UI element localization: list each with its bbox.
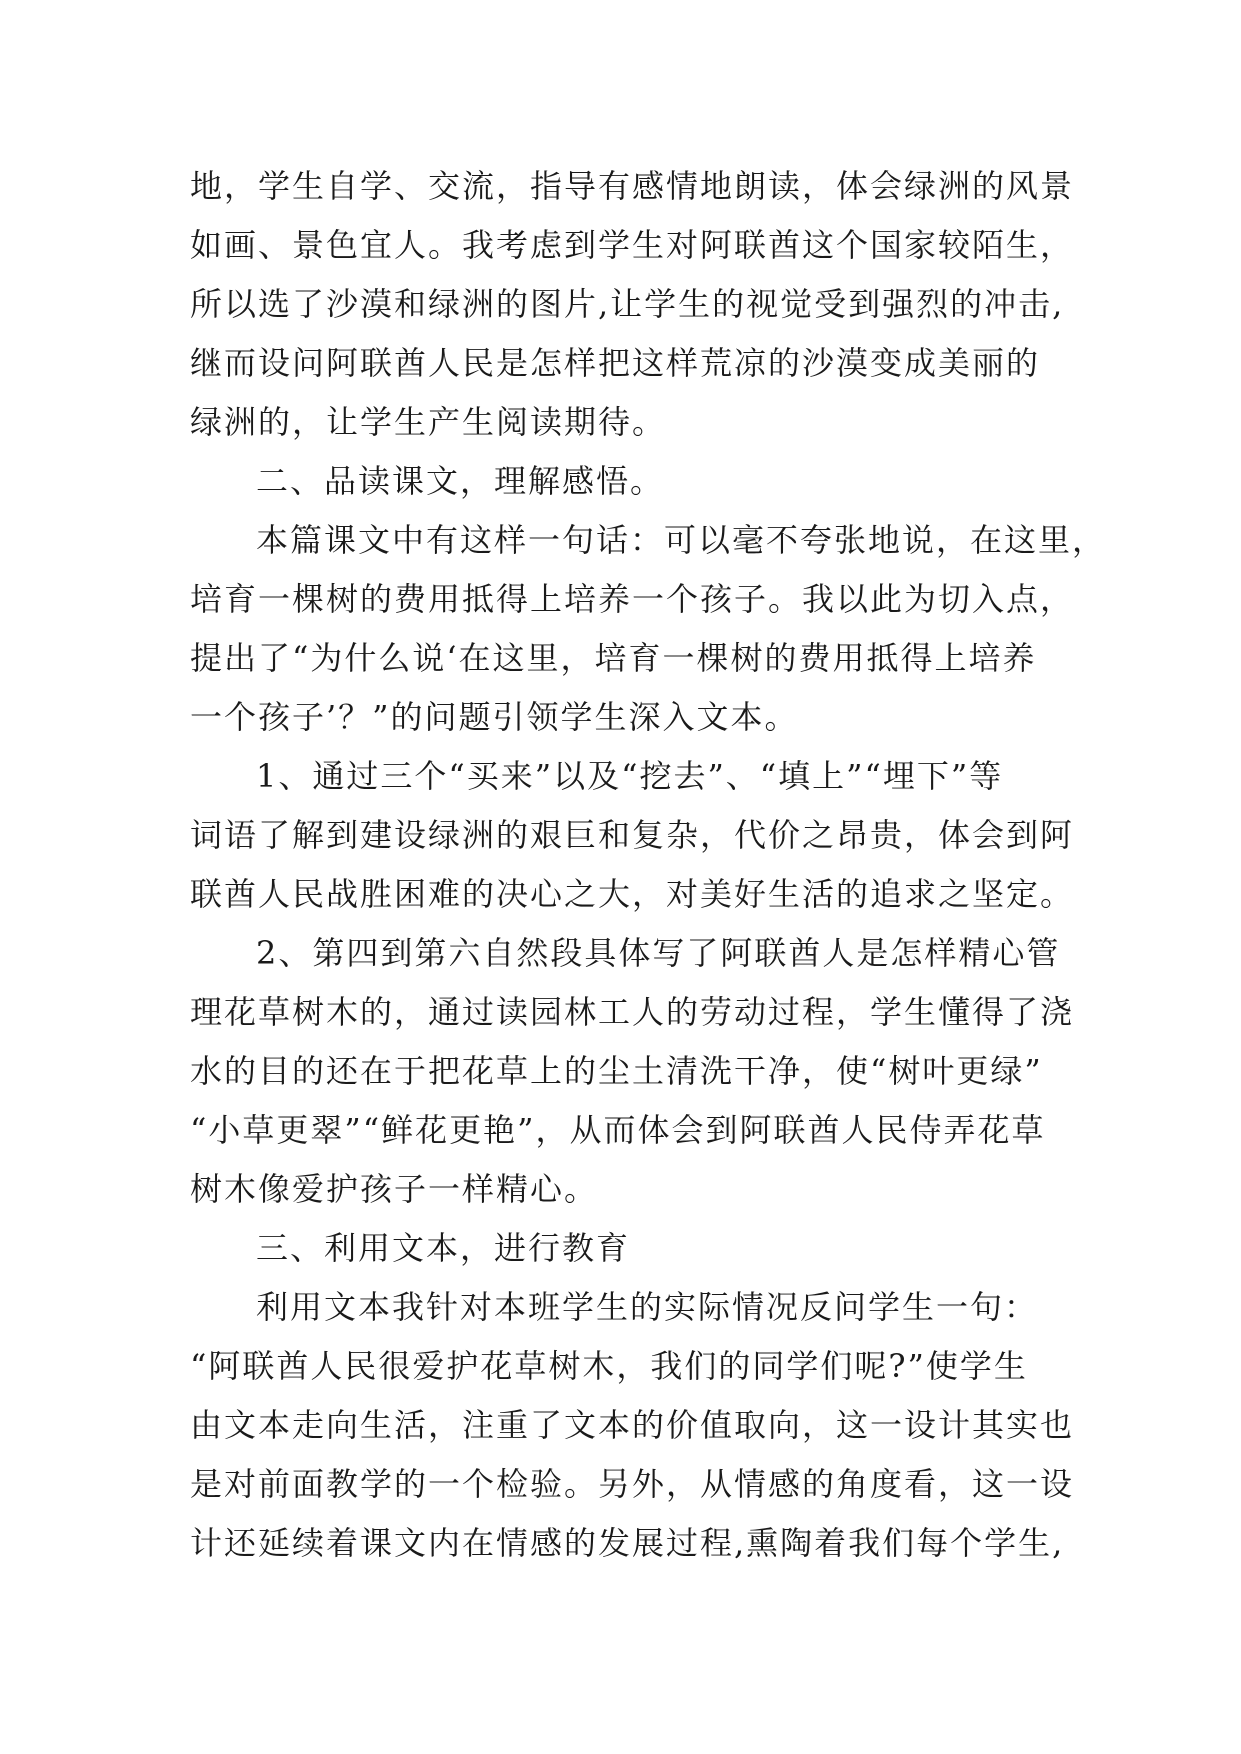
paragraph-start-line: 2、第四到第六自然段具体写了阿联酋人是怎样精心管 bbox=[256, 934, 1061, 972]
text-line: “阿联酋人民很爱护花草树木，我们的同学们呢?”使学生 bbox=[190, 1347, 1028, 1385]
text-line: 如画、景色宜人。我考虑到学生对阿联酋这个国家较陌生， bbox=[190, 226, 1075, 264]
section-heading: 三、利用文本，进行教育 bbox=[256, 1229, 631, 1267]
text-line: 地，学生自学、交流，指导有感情地朗读，体会绿洲的风景 bbox=[190, 167, 1075, 205]
text-line: 水的目的还在于把花草上的尘土清洗干净，使“树叶更绿” bbox=[190, 1052, 1043, 1090]
text-line: 计还延续着课文内在情感的发展过程,熏陶着我们每个学生, bbox=[190, 1524, 1065, 1562]
text-line: 词语了解到建设绿洲的艰巨和复杂，代价之昂贵，体会到阿 bbox=[190, 816, 1075, 854]
text-line: 联酋人民战胜困难的决心之大，对美好生活的追求之坚定。 bbox=[190, 875, 1075, 913]
paragraph-start-line: 本篇课文中有这样一句话：可以毫不夸张地说，在这里， bbox=[256, 521, 1107, 559]
text-line: “小草更翠”“鲜花更艳”，从而体会到阿联酋人民侍弄花草 bbox=[190, 1111, 1046, 1149]
text-line: 树木像爱护孩子一样精心。 bbox=[190, 1170, 599, 1208]
section-heading: 二、品读课文，理解感悟。 bbox=[256, 462, 665, 500]
text-line: 所以选了沙漠和绿洲的图片,让学生的视觉受到强烈的冲击, bbox=[190, 285, 1065, 323]
text-line: 绿洲的，让学生产生阅读期待。 bbox=[190, 403, 667, 441]
text-line: 一个孩子’？”的问题引领学生深入文本。 bbox=[190, 698, 799, 736]
body-text bbox=[190, 157, 1107, 1573]
text-line: 由文本走向生活，注重了文本的价值取向，这一设计其实也 bbox=[190, 1406, 1075, 1444]
paragraph-start-line: 利用文本我针对本班学生的实际情况反问学生一句： bbox=[256, 1288, 1039, 1326]
text-line: 培育一棵树的费用抵得上培养一个孩子。我以此为切入点， bbox=[190, 580, 1075, 618]
text-line: 理花草树木的，通过读园林工人的劳动过程，学生懂得了浇 bbox=[190, 993, 1075, 1031]
paragraph-start-line: 1、通过三个“买来”以及“挖去”、“填上”“埋下”等 bbox=[256, 757, 1004, 795]
text-line: 是对前面教学的一个检验。另外，从情感的角度看，这一设 bbox=[190, 1465, 1075, 1503]
text-line: 提出了“为什么说‘在这里，培育一棵树的费用抵得上培养 bbox=[190, 639, 1037, 677]
text-line: 继而设问阿联酋人民是怎样把这样荒凉的沙漠变成美丽的 bbox=[190, 344, 1041, 382]
